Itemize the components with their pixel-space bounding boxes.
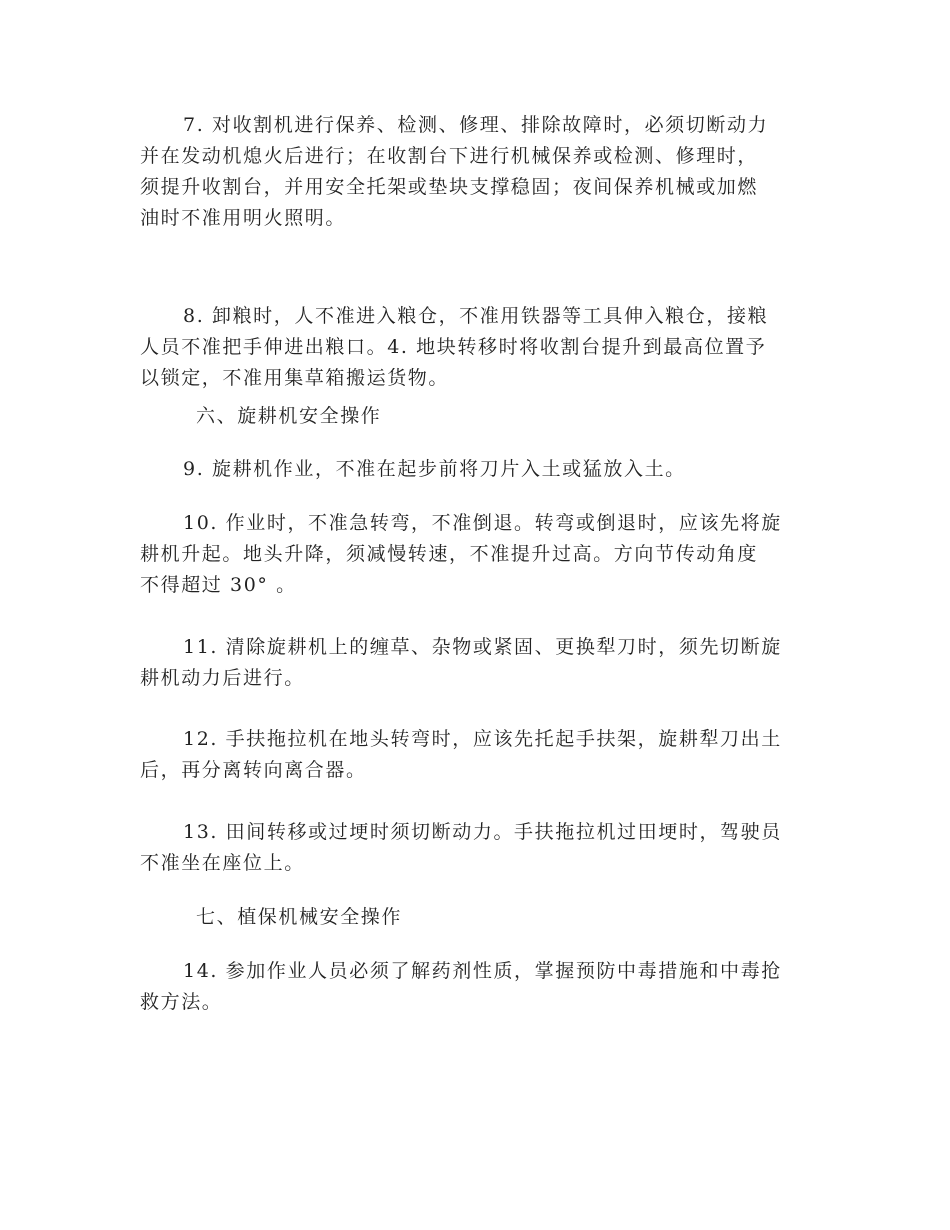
- text-line: 耕机升起。地头升降，须减慢转速，不准提升过高。方向节传动角度: [140, 543, 759, 565]
- text-line: 10. 作业时，不准急转弯，不准倒退。转弯或倒退时，应该先将旋: [183, 512, 782, 534]
- text-line: 人员不准把手伸进出粮口。4. 地块转移时将收割台提升到最高位置予: [140, 336, 767, 358]
- text-line: 7. 对收割机进行保养、检测、修理、排除故障时，必须切断动力: [183, 114, 769, 136]
- text-line: 须提升收割台，并用安全托架或垫块支撑稳固；夜间保养机械或加燃: [140, 176, 759, 198]
- text-line: 12. 手扶拖拉机在地头转弯时，应该先托起手扶架，旋耕犁刀出土: [183, 728, 782, 750]
- section-heading-plant-protection: 七、植保机械安全操作: [196, 906, 403, 928]
- text-line: 救方法。: [140, 991, 223, 1013]
- paragraph-item-9: [140, 454, 810, 485]
- text-line: 13. 田间转移或过埂时须切断动力。手扶拖拉机过田埂时，驾驶员: [183, 821, 782, 843]
- text-line: 并在发动机熄火后进行；在收割台下进行机械保养或检测、修理时，: [140, 145, 759, 167]
- text-line: 11. 清除旋耕机上的缠草、杂物或紧固、更换犁刀时，须先切断旋: [183, 636, 782, 658]
- paragraph-item-8: [140, 301, 810, 394]
- paragraph-item-10: [140, 508, 810, 601]
- text-line: 以锁定，不准用集草箱搬运货物。: [140, 367, 450, 389]
- text-line: 油时不准用明火照明。: [140, 207, 347, 229]
- paragraph-item-7: [140, 110, 810, 234]
- section-heading-rotary-tiller: 六、旋耕机安全操作: [196, 405, 382, 427]
- text-line: 8. 卸粮时，人不准进入粮仓，不准用铁器等工具伸入粮仓，接粮: [183, 305, 769, 327]
- paragraph-item-12: [140, 724, 810, 786]
- text-line: 后，再分离转向离合器。: [140, 759, 367, 781]
- paragraph-item-14: [140, 956, 810, 1018]
- text-line: 不准坐在座位上。: [140, 852, 305, 874]
- paragraph-item-13: [140, 817, 810, 879]
- text-line: 耕机动力后进行。: [140, 667, 305, 689]
- text-line: 9. 旋耕机作业，不准在起步前将刀片入土或猛放入土。: [183, 458, 686, 480]
- text-line: 不得超过 30° 。: [140, 574, 297, 596]
- text-line: 14. 参加作业人员必须了解药剂性质，掌握预防中毒措施和中毒抢: [183, 960, 782, 982]
- paragraph-item-11: [140, 632, 810, 694]
